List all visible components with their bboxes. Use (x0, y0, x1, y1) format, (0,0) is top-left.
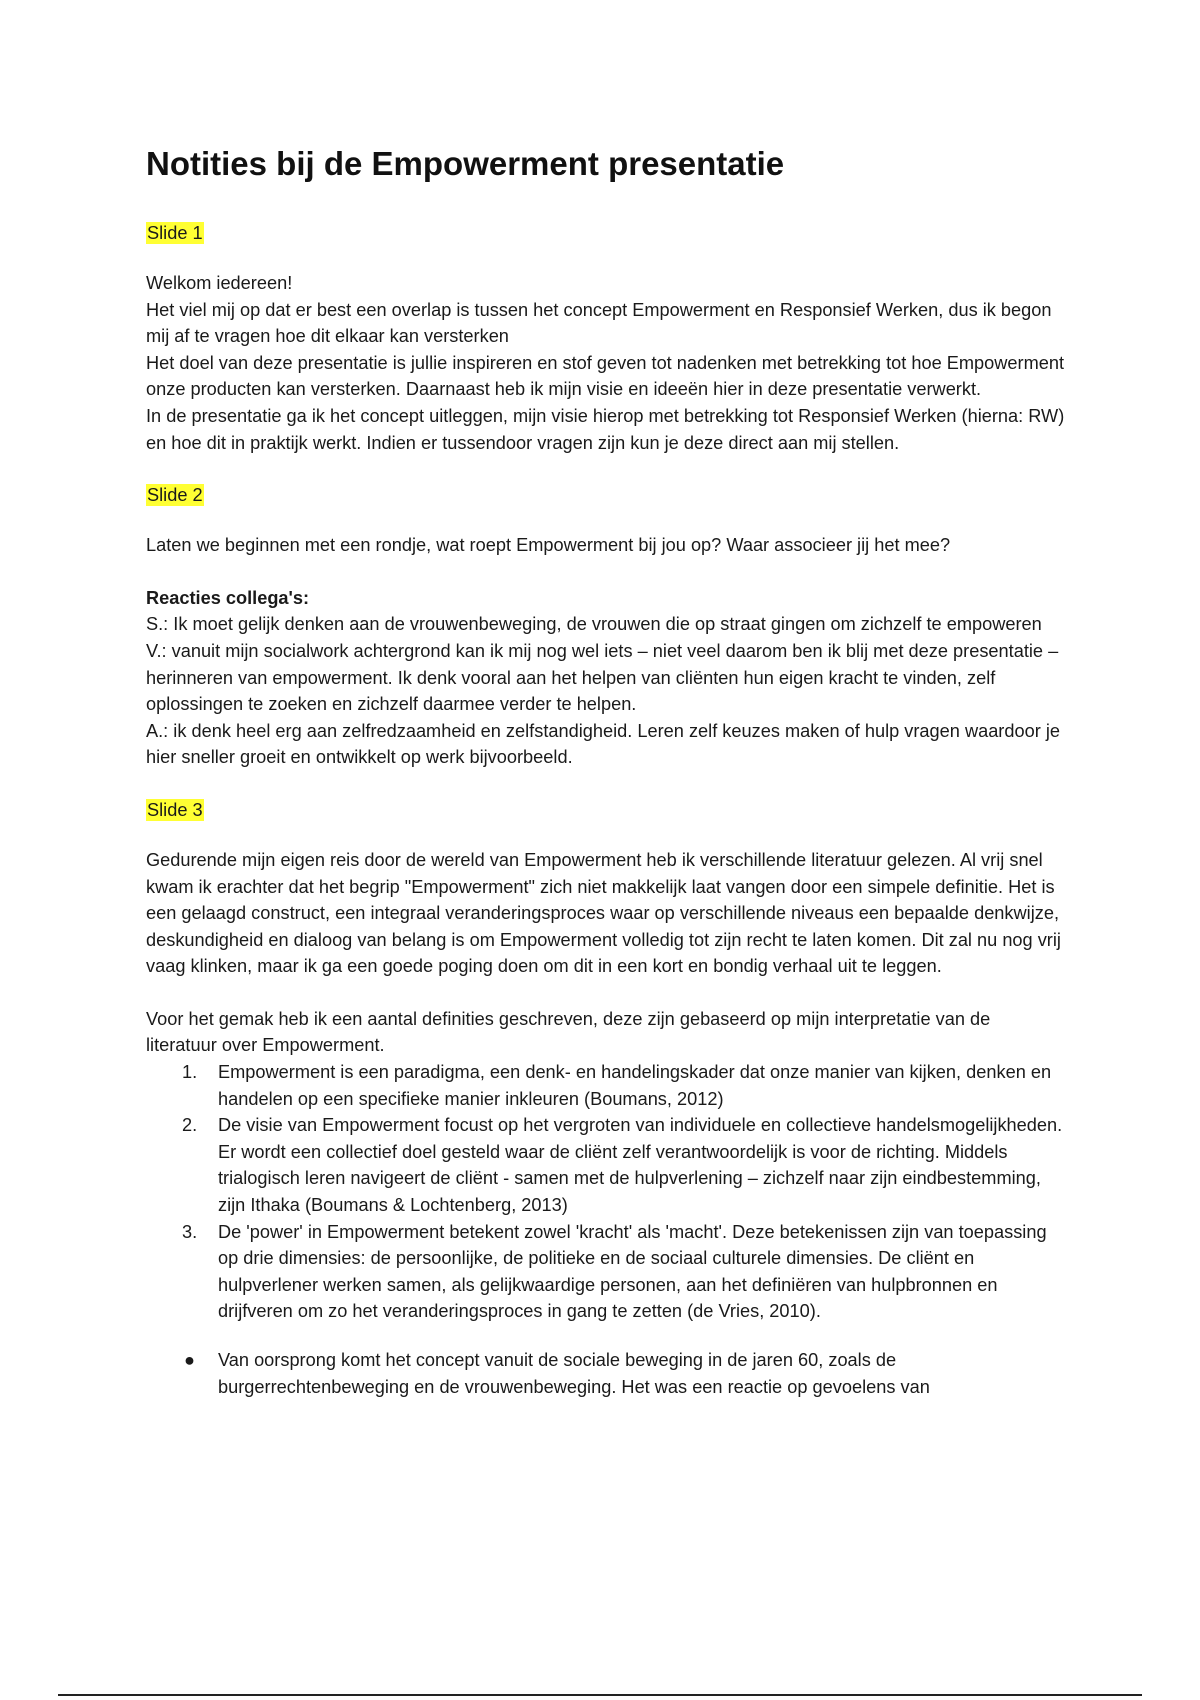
slide-1-heading (146, 218, 1066, 248)
definitions-list (146, 1059, 1066, 1325)
reaction-item: S.: Ik moet gelijk denken aan de vrouwenbeweging, de vrouwen die op straat gingen om zichzelf te empoweren (146, 614, 1042, 635)
definition-text: De visie van Empowerment focust op het vergroten van individuele en collectieve handelsmogelijkheden. Er wordt een collectief doel gesteld waar de cliënt zelf verantwoordelijk is voor de richting. Middels trialogisch leren navigeert de cliënt - samen met de hulpverlening – zichzelf naar zijn eindbestemming, zijn Ithaka (Boumans & Lochtenberg, 2013) (218, 1115, 1063, 1216)
slide-3-paragraph: Gedurende mijn eigen reis door de wereld van Empowerment heb ik verschillende literatuur gelezen. Al vrij snel kwam ik erachter dat het begrip "Empowerment" zich niet makkelijk laat vangen door een simpele definitie. Het is een gelaagd construct, een integraal veranderingsproces waar op verschillende niveaus een bepaalde denkwijze, deskundigheid en dialoog van belang is om Empowerment volledig tot zijn recht te laten komen. Dit zal nu nog vrij vaag klinken, maar ik ga een goede poging doen om dit in een kort en bondig verhaal uit te leggen. (146, 849, 1061, 977)
list-number: 2. (182, 1115, 198, 1136)
reaction-item: V.: vanuit mijn socialwork achtergrond kan ik mij nog wel iets – niet veel daarom ben ik blij met deze presentatie – herinneren van empowerment. Ik denk vooral aan het helpen van cliënten hun eigen kracht te vinden, zelf oplossingen te zoeken en zichzelf daarmee verder te helpen. (146, 640, 1059, 715)
bullet-list (146, 1347, 1066, 1400)
slide-2-heading (146, 480, 1066, 510)
definition-text: Empowerment is een paradigma, een denk- en handelingskader dat onze manier van kijken, denken en handelen op een specifieke manier inkleuren (Boumans, 2012) (218, 1062, 1052, 1109)
document-page (146, 140, 1066, 1400)
slide-2-intro: Laten we beginnen met een rondje, wat roept Empowerment bij jou op? Waar associeer jij het mee? (146, 535, 951, 556)
bullet-icon: ● (184, 1350, 195, 1370)
reactions-heading: Reacties collega's: (146, 587, 310, 608)
list-item (146, 1219, 1066, 1325)
document-title: Notities bij de Empowerment presentatie (146, 145, 785, 182)
list-number: 3. (182, 1221, 198, 1242)
list-item (146, 1347, 1066, 1400)
slide-3-paragraph: Voor het gemak heb ik een aantal definities geschreven, deze zijn gebaseerd op mijn interpretatie van de literatuur over Empowerment. (146, 1008, 991, 1056)
bullet-text: Van oorsprong komt het concept vanuit de sociale beweging in de jaren 60, zoals de burgerrechtenbeweging en de vrouwenbeweging. Het was een reactie op gevoelens van (218, 1350, 930, 1397)
slide-3-label: Slide 3 (147, 799, 203, 820)
slide-1-label: Slide 1 (147, 223, 203, 243)
slide-1-paragraph: Welkom iedereen! (146, 273, 293, 293)
reaction-item: A.: ik denk heel erg aan zelfredzaamheid en zelfstandigheid. Leren zelf keuzes maken of hulp vragen waardoor je hier sneller groeit en ontwikkelt op werk bijvoorbeeld. (146, 720, 1060, 768)
page-bottom-rule (58, 1694, 1142, 1696)
slide-3-heading (146, 795, 1066, 825)
slide-1-paragraph: Het doel van deze presentatie is jullie inspireren en stof geven tot nadenken met betrekking tot hoe Empowerment onze producten kan versterken. Daarnaast heb ik mijn visie en ideeën hier in deze presentatie verwerkt. (146, 352, 1064, 400)
slide-1-paragraph: In de presentatie ga ik het concept uitleggen, mijn visie hierop met betrekking tot Responsief Werken (hierna: RW) en hoe dit in praktijk werkt. Indien er tussendoor vragen zijn kun je deze direct aan mij stellen. (146, 405, 1065, 453)
slide-2-label: Slide 2 (147, 485, 203, 506)
definition-text: De 'power' in Empowerment betekent zowel 'kracht' als 'macht'. Deze betekenissen zijn van toepassing op drie dimensies: de persoonlijke, de politieke en de sociaal culturele dimensies. De cliënt en hulpverlener werken samen, als gelijkwaardige personen, aan het definiëren van hulpbronnen en drijfveren om zo het veranderingsproces in gang te zetten (de Vries, 2010). (218, 1221, 1047, 1322)
list-item (146, 1112, 1066, 1218)
slide-1-paragraph: Het viel mij op dat er best een overlap is tussen het concept Empowerment en Responsief Werken, dus ik begon mij af te vragen hoe dit elkaar kan versterken (146, 299, 1052, 347)
list-item (146, 1059, 1066, 1112)
list-number: 1. (182, 1062, 198, 1083)
